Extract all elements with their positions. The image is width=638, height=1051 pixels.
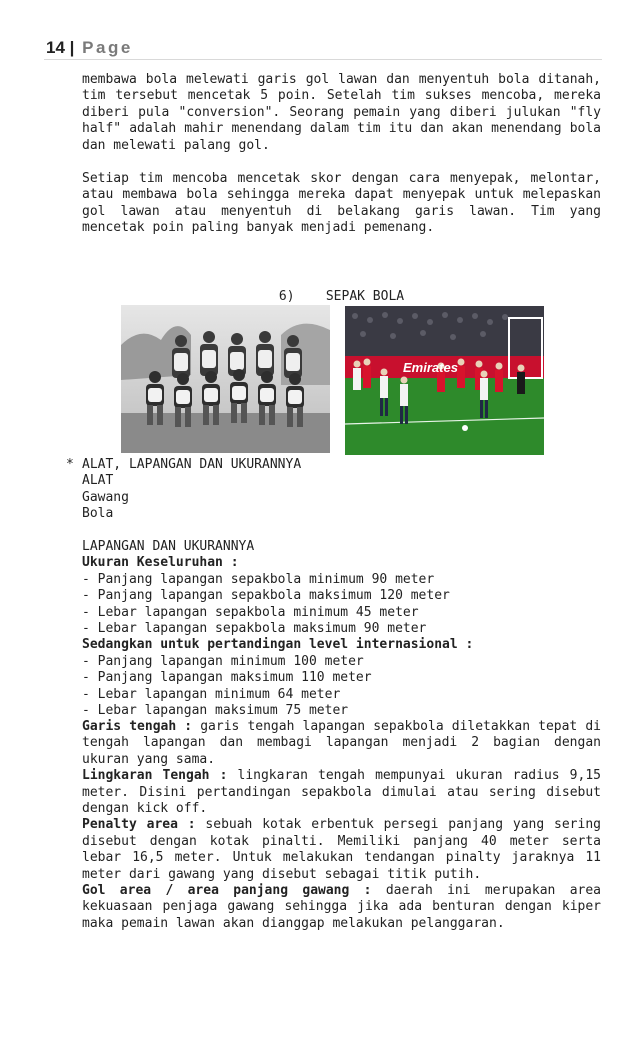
overall-size-item: - Panjang lapangan sepakbola minimum 90 meter [82, 571, 435, 587]
section-title: 6) SEPAK BOLA [278, 289, 405, 304]
definition-center-line [82, 719, 601, 768]
overall-size-item: - Lebar lapangan sepakbola maksimum 90 meter [82, 621, 427, 637]
page-number: 14 [46, 38, 65, 57]
definitions-section [82, 719, 601, 932]
definition-text: daerah ini merupakan area kekuasaan penjaga gawang sehingga jika ada benturan dengan kiper maka pemain lawan akan dianggap melakukan pelanggaran. [82, 883, 601, 931]
international-size-item: - Panjang lapangan maksimum 110 meter [82, 670, 372, 686]
emirates-banner: Emirates [403, 360, 458, 375]
international-size-item: - Lebar lapangan maksimum 75 meter [82, 703, 349, 719]
international-size-item: - Panjang lapangan minimum 100 meter [82, 653, 364, 669]
definition-text: garis tengah lapangan sepakbola diletakkan tepat di tengah lapangan dan membagi lapangan menjadi 2 bagian dengan ukuran yang sama. [82, 719, 601, 767]
equipment-section [82, 457, 601, 523]
field-heading: LAPANGAN DAN UKURANNYA [82, 539, 255, 554]
header-divider [44, 59, 602, 60]
equipment-item: Bola [82, 506, 114, 522]
definition-penalty-area [82, 817, 601, 883]
definition-text: sebuah kotak erbentuk persegi panjang yang sering disebut dengan kotak pinalti. Memiliki panjang 40 meter serta lebar 16,5 meter. Untuk melakukan tendangan pinalty jaraknya 11 meter dari gawang yang disebut sebagai titik putih. [82, 817, 601, 882]
overall-size-title: Ukuran Keseluruhan : [82, 555, 239, 571]
international-size-item: - Lebar lapangan minimum 64 meter [82, 686, 341, 702]
match-photo-modern [345, 306, 544, 455]
international-size-title: Sedangkan untuk pertandingan level internasional : [82, 637, 474, 653]
definition-term: Gol area / area panjang gawang : [82, 883, 372, 899]
page-separator: | [69, 38, 75, 57]
team-photo-vintage [121, 305, 330, 453]
overall-size-item: - Panjang lapangan sepakbola maksimum 120 meter [82, 588, 450, 604]
page-header [46, 38, 133, 58]
equipment-item: Gawang [82, 489, 129, 505]
paragraph-rugby-scoring: membawa bola melewati garis gol lawan dan menyentuh bola ditanah, tim tersebut mencetak 5 poin. Setelah tim sukses mencoba, mereka diberi pula "conversion". Seorang pemain yang diberi julukan "fly half" adalah mahir menendang dalam tim itu dan akan menendang bola dan melewati palang gol. [82, 72, 601, 153]
definition-center-circle [82, 768, 601, 817]
equipment-subheading: ALAT [82, 473, 114, 489]
definition-text: lingkaran tengah mempunyai ukuran radius 9,15 meter. Disini pertandingan sepakbola dimulai atau sering disebut dengan kick off. [82, 768, 601, 817]
bullet-asterisk: * [66, 457, 74, 472]
page-label: Page [82, 38, 133, 57]
paragraph-rugby-winner: Setiap tim mencoba mencetak skor dengan cara menyepak, melontar, atau membawa bola sehingga mereka dapat menyepak untuk melepaskan gol lawan atau menyentuh di belakang garis lawan. Tim yang mencetak poin paling banyak menjadi pemenang. [82, 171, 601, 236]
definition-term: Lingkaran Tengah : [82, 768, 228, 784]
field-section [82, 539, 601, 719]
definition-term: Garis tengah : [82, 719, 193, 734]
overall-size-item: - Lebar lapangan sepakbola minimum 45 meter [82, 604, 419, 620]
equipment-heading: ALAT, LAPANGAN DAN UKURANNYA [82, 457, 302, 472]
definition-term: Penalty area : [82, 817, 196, 833]
definition-goal-area [82, 883, 601, 932]
